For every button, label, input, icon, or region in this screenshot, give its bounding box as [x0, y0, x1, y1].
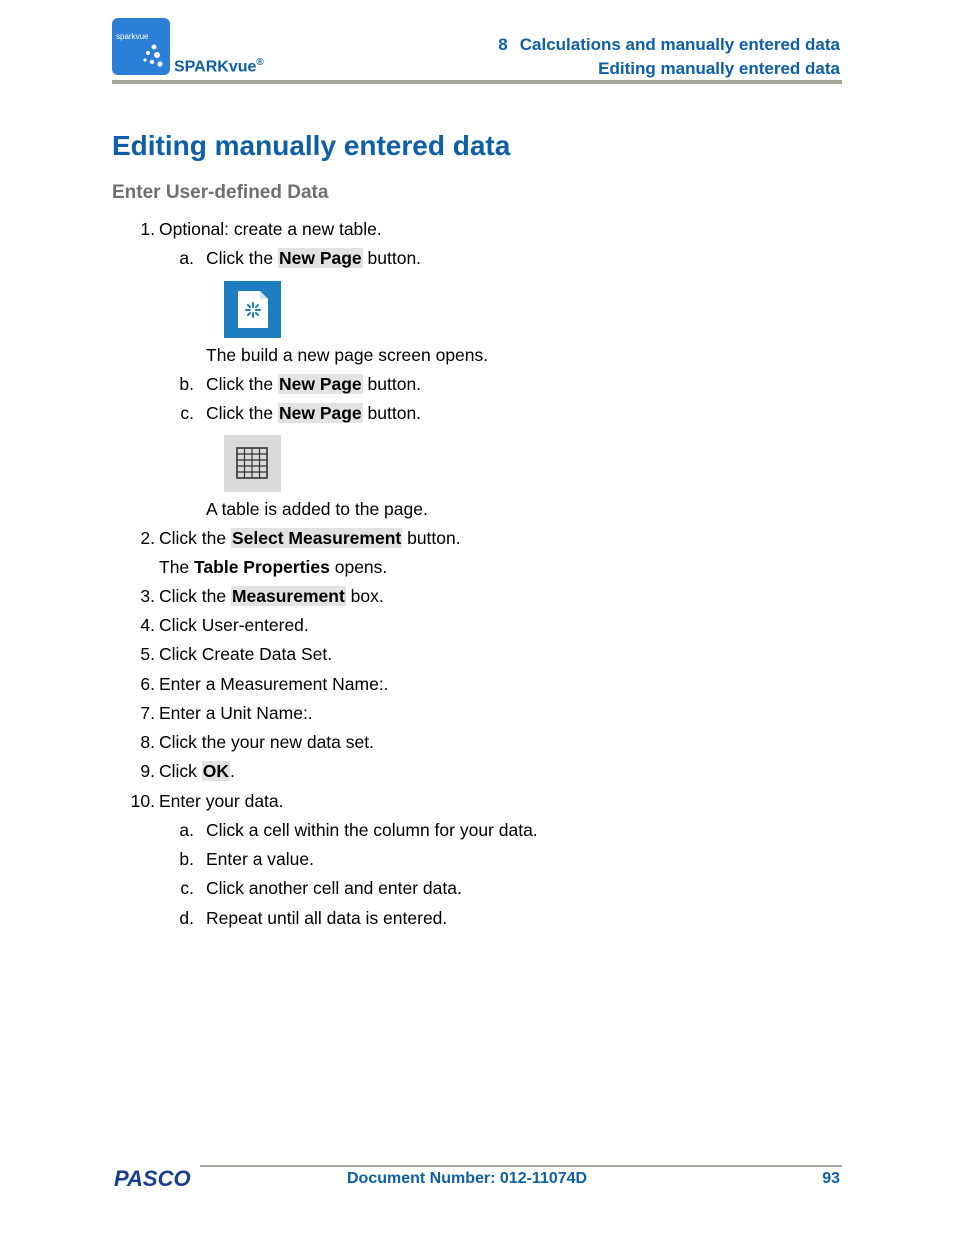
step-9: 9. Click OK. [140, 761, 235, 781]
step-10c: c. Click another cell and enter data. [180, 878, 462, 898]
sparkvue-logo [112, 18, 170, 75]
header-rule [112, 80, 842, 84]
step-1b: b. Click the New Page button. [179, 374, 422, 394]
step-3: 3. Click the Measurement box. [140, 586, 384, 606]
step-10a: a. Click a cell within the column for your data. [179, 820, 538, 840]
measurement-keyword: Measurement [231, 586, 345, 606]
logo-dots-icon [142, 44, 164, 70]
brand-name: SPARKvue® [174, 57, 264, 76]
table-icon [224, 435, 281, 492]
step-1c-result: A table is added to the page. [206, 499, 428, 519]
select-measurement-keyword: Select Measurement [231, 528, 402, 548]
logo-word: sparkvue [116, 32, 149, 41]
step-10d: d. Repeat until all data is entered. [179, 908, 448, 928]
step-5: 5. Click Create Data Set. [140, 644, 333, 664]
new-page-keyword: New Page [278, 248, 362, 268]
step-2-result: The Table Properties opens. [159, 557, 388, 577]
chapter-heading [498, 33, 840, 81]
step-7: 7. Enter a Unit Name:. [140, 703, 313, 723]
document-number: Document Number: 012-11074D [347, 1170, 588, 1187]
section-title: Editing manually entered data [598, 59, 840, 78]
svg-text:PASCO: PASCO [114, 1166, 191, 1190]
chapter-title: Calculations and manually entered data [519, 35, 840, 54]
step-4: 4. Click User-entered. [140, 615, 309, 635]
pasco-logo [112, 1166, 207, 1190]
page-title: Editing manually entered data [112, 130, 511, 161]
step-1a: a. Click the New Page button. [179, 248, 422, 268]
section-subtitle: Enter User-defined Data [112, 182, 329, 203]
step-10: 10. Enter your data. [130, 791, 284, 811]
step-10b: b. Enter a value. [179, 849, 314, 869]
step-1: 1. Optional: create a new table. [140, 219, 382, 239]
step-2: 2. Click the Select Measurement button. [140, 528, 461, 548]
chapter-number: 8 [498, 35, 508, 54]
step-1a-result: The build a new page screen opens. [206, 345, 489, 365]
page-header [112, 17, 842, 83]
page-number: 93 [822, 1170, 840, 1187]
ok-keyword: OK [202, 761, 230, 781]
step-6: 6. Enter a Measurement Name:. [140, 674, 389, 694]
new-page-icon [224, 281, 281, 338]
footer-rule [200, 1165, 842, 1167]
step-8: 8. Click the your new data set. [140, 732, 374, 752]
step-1c: c. Click the New Page button. [180, 403, 422, 423]
